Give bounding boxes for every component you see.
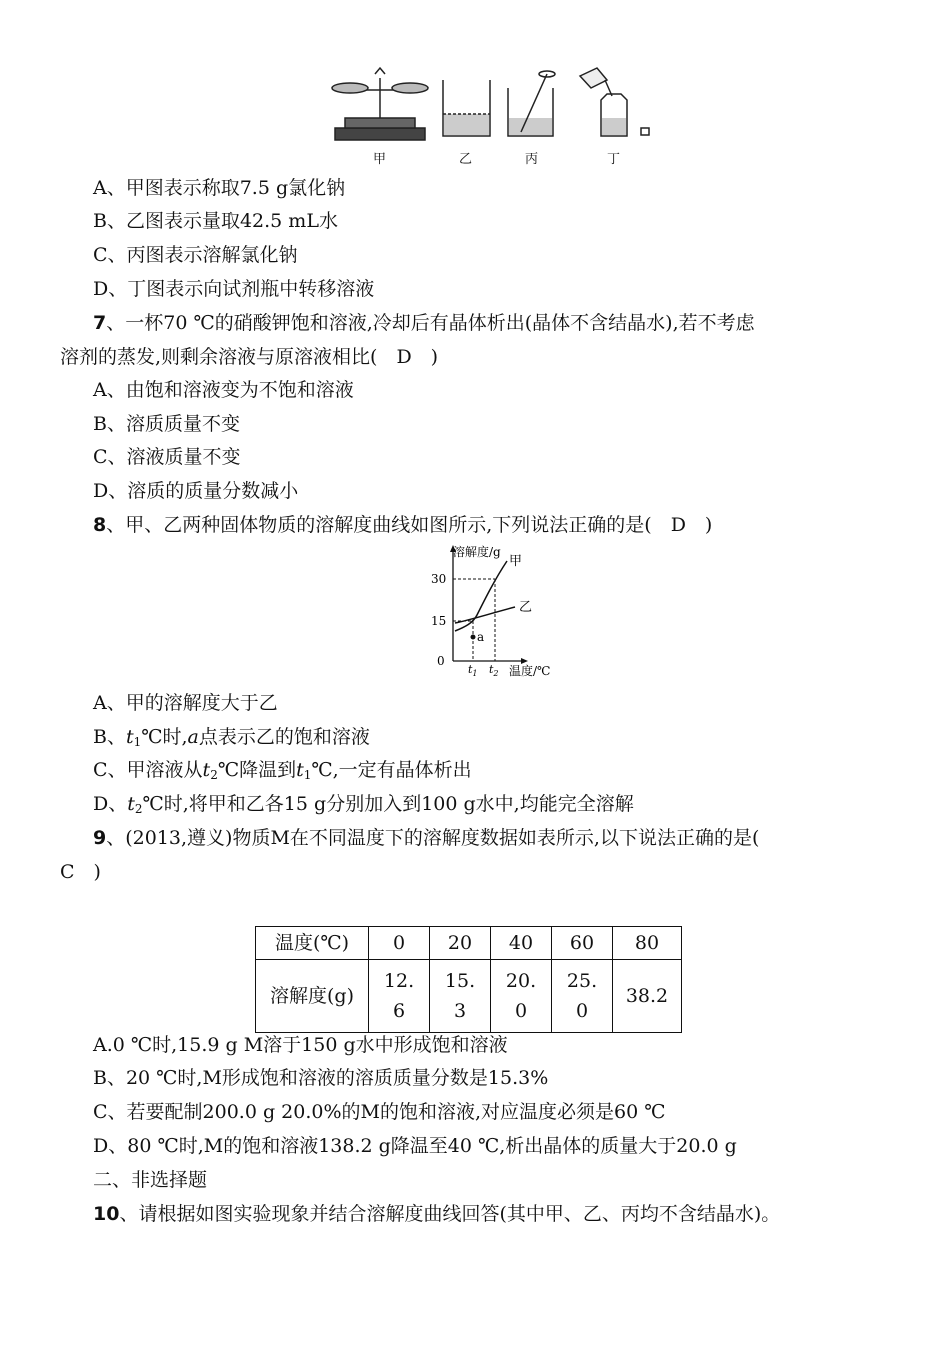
q7-option-a: A、由饱和溶液变为不饱和溶液 <box>93 379 354 401</box>
section-heading: 二、非选择题 <box>93 1169 208 1191</box>
q9-stem: 9、(2013,遵义)物质M在不同温度下的溶解度数据如表所示,以下说法正确的是( <box>93 827 760 849</box>
table-row <box>256 927 682 960</box>
figure-caption-ding: 丁 <box>607 152 621 167</box>
figure-caption-jia: 甲 <box>373 152 387 167</box>
q9-stem-cont: C ) <box>60 861 101 883</box>
table-cell: 20 <box>430 927 491 960</box>
beaker-icon <box>443 80 490 136</box>
q7-stem-cont: 溶剂的蒸发,则剩余溶液与原溶液相比( D ) <box>60 346 439 368</box>
q8-option-b: B、$t_1℃$时,a点表示乙的饱和溶液 <box>93 726 370 749</box>
reagent-bottle-icon <box>580 68 649 136</box>
balance-icon <box>332 68 428 140</box>
q7-stem: 7、一杯70 ℃的硝酸钾饱和溶液,冷却后有晶体析出(晶体不含结晶水),若不考虑 <box>93 312 755 334</box>
point-a <box>471 635 476 640</box>
table-cell: 温度(℃) <box>256 927 369 960</box>
stirring-beaker-icon <box>508 71 555 136</box>
q8-option-a: A、甲的溶解度大于乙 <box>93 692 278 714</box>
apparatus-figure <box>325 66 660 170</box>
q6-option-c: C、丙图表示溶解氯化钠 <box>93 244 298 266</box>
x-tick-t2: $t_2$ <box>489 663 499 678</box>
q8-option-d: D、$t_2℃$时,将甲和乙各15 g分别加入到100 g水中,均能完全溶解 <box>93 793 634 816</box>
solubility-chart <box>425 543 570 683</box>
table-cell: 20. 0 <box>491 960 552 1033</box>
q9-option-c: C、若要配制200.0 g 20.0%的M的饱和溶液,对应温度必须是60 ℃ <box>93 1101 666 1123</box>
apparatus-drawing <box>325 66 660 146</box>
q8-stem: 8、甲、乙两种固体物质的溶解度曲线如图所示,下列说法正确的是( D ) <box>93 514 713 536</box>
table-cell: 80 <box>613 927 682 960</box>
series-yi-label: 乙 <box>519 600 533 615</box>
table-cell: 38.2 <box>613 960 682 1033</box>
q6-option-d: D、丁图表示向试剂瓶中转移溶液 <box>93 278 375 300</box>
table-cell: 0 <box>369 927 430 960</box>
q10-stem: 10、请根据如图实验现象并结合溶解度曲线回答(其中甲、乙、丙均不含结晶水)。 <box>93 1203 781 1225</box>
q6-option-a: A、甲图表示称取7.5 g氯化钠 <box>93 177 346 199</box>
q7-number: 7 <box>93 312 107 334</box>
q7-option-c: C、溶液质量不变 <box>93 446 241 468</box>
q6-option-b: B、乙图表示量取42.5 mL水 <box>93 210 338 232</box>
x-axis-label: 温度/℃ <box>509 664 551 678</box>
table-cell: 40 <box>491 927 552 960</box>
q9-option-d: D、80 ℃时,M的饱和溶液138.2 g降温至40 ℃,析出晶体的质量大于20.0 g <box>93 1135 737 1157</box>
figure-caption-yi: 乙 <box>459 152 473 167</box>
table-cell: 15. 3 <box>430 960 491 1033</box>
series-jia-label: 甲 <box>509 554 523 569</box>
table-cell: 60 <box>552 927 613 960</box>
table-cell: 25. 0 <box>552 960 613 1033</box>
q8-number: 8 <box>93 514 107 536</box>
q9-number: 9 <box>93 827 107 849</box>
q7-option-d: D、溶质的质量分数减小 <box>93 480 299 502</box>
table-cell: 12. 6 <box>369 960 430 1033</box>
figure-caption-bing: 丙 <box>525 152 539 167</box>
q7-option-b: B、溶质质量不变 <box>93 413 240 435</box>
point-a-label: a <box>477 630 485 644</box>
y-tick-30: 30 <box>431 572 447 586</box>
table-row <box>256 960 682 1033</box>
q8-option-c: C、甲溶液从$t_2℃$降温到$t_1℃$,一定有晶体析出 <box>93 759 472 782</box>
q10-number: 10 <box>93 1203 120 1225</box>
q9-option-a: A.0 ℃时,15.9 g M溶于150 g水中形成饱和溶液 <box>93 1034 508 1056</box>
y-tick-15: 15 <box>431 614 447 628</box>
series-yi-curve <box>455 607 515 623</box>
q9-option-b: B、20 ℃时,M形成饱和溶液的溶质质量分数是15.3% <box>93 1067 549 1089</box>
table-cell: 溶解度(g) <box>256 960 369 1033</box>
x-tick-t1: $t_1$ <box>468 663 478 678</box>
y-axis-label: 溶解度/g <box>453 545 501 559</box>
solubility-table <box>255 926 682 1033</box>
y-tick-0: 0 <box>437 654 445 668</box>
